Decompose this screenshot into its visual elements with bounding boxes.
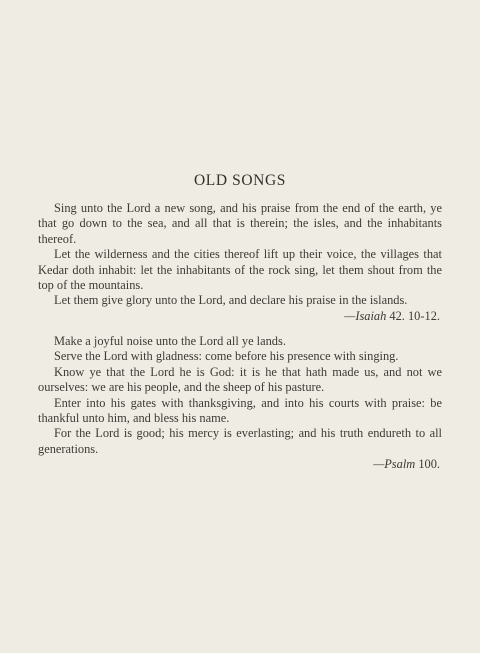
verse-paragraph: Let them give glory unto the Lord, and declare his praise in the islands. xyxy=(54,293,408,308)
verse-paragraph: Know ye that the Lord he is God: it is he that hath made us, and not we ourselves: we are his people, and the sheep of his pasture. xyxy=(38,364,442,395)
verse-paragraph: Enter into his gates with thanksgiving, and into his courts with praise: be thankful unto him, and bless his name. xyxy=(38,395,442,426)
verse-paragraph: Serve the Lord with gladness: come before his presence with singing. xyxy=(54,349,399,364)
citation xyxy=(38,457,442,472)
citation-source: —Psalm xyxy=(373,457,416,472)
citation-reference: 100. xyxy=(415,457,440,472)
page-title: OLD SONGS xyxy=(194,172,286,189)
citation-reference: 42. 10-12. xyxy=(386,308,440,323)
citation-source: —Isaiah xyxy=(344,308,387,323)
citation xyxy=(38,309,442,324)
psalm-passage xyxy=(38,334,442,473)
verse-paragraph: Make a joyful noise unto the Lord all ye lands. xyxy=(54,334,286,348)
verse-paragraph: Let the wilderness and the cities thereof lift up their voice, the villages that Kedar doth inhabit: let the inhabitants of the rock sing, let them shout from the top of the mountains. xyxy=(38,247,442,293)
verse-paragraph: Sing unto the Lord a new song, and his praise from the end of the earth, ye that go down to the sea, and all that is therein; the isles, and the inhabitants thereof. xyxy=(38,201,442,246)
isaiah-passage xyxy=(38,201,442,324)
verse-paragraph: For the Lord is good; his mercy is everlasting; and his truth endureth to all generations. xyxy=(38,426,442,456)
